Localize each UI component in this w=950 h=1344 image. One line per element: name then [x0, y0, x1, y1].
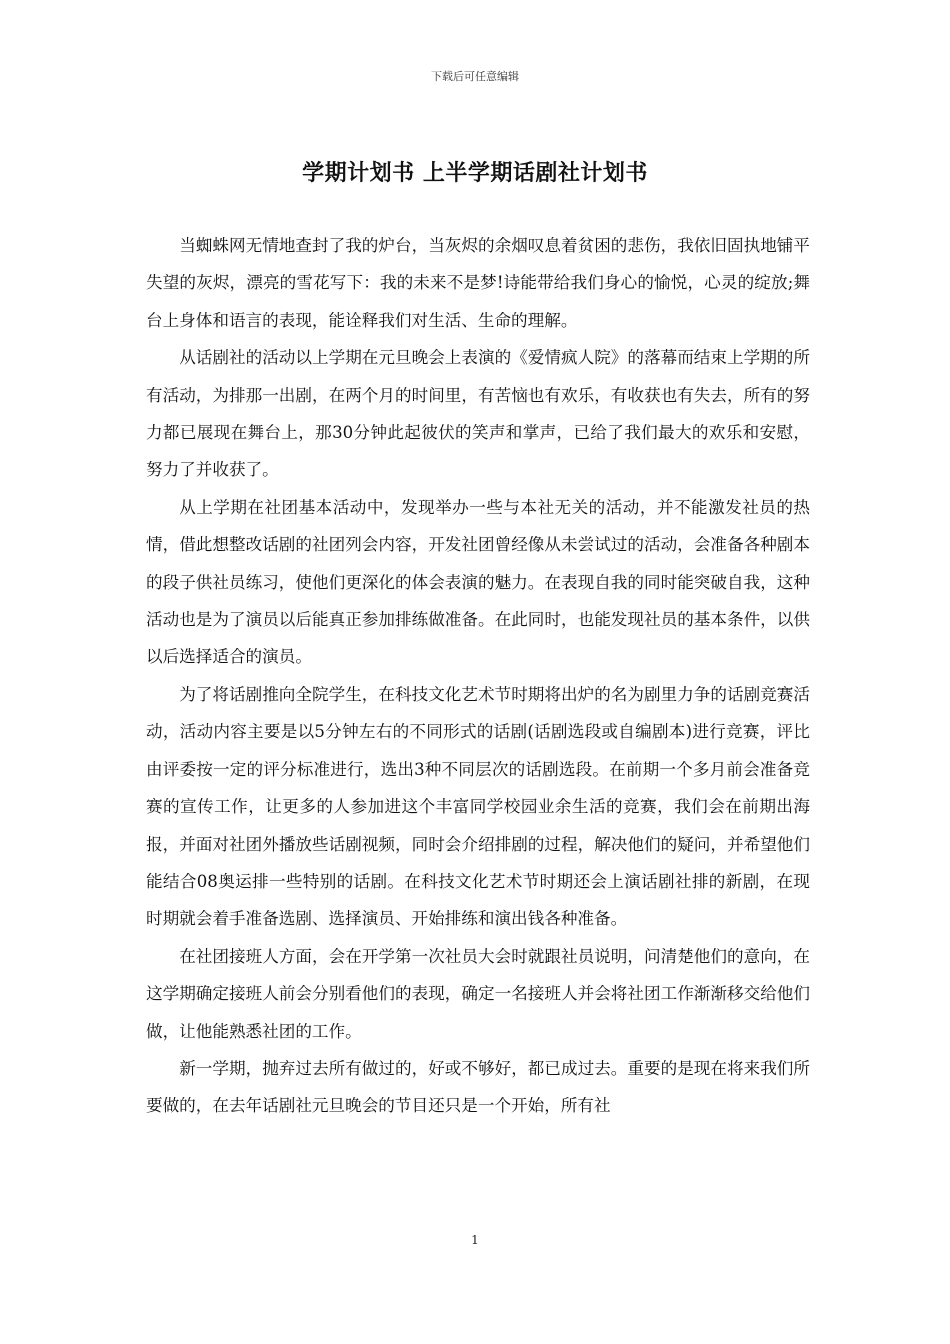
paragraph-1: 当蜘蛛网无情地查封了我的炉台，当灰烬的余烟叹息着贫困的悲伤，我依旧固执地铺平失望的灰烬，漂亮的雪花写下：我的未来不是梦!诗能带给我们身心的愉悦，心灵的绽放;舞台上身体和语言的表现，能诠释我们对生活、生命的理解。 — [146, 236, 810, 330]
page-header: 下载后可任意编辑 — [431, 70, 519, 83]
page-number: 1 — [471, 1233, 479, 1247]
paragraph-2: 从话剧社的活动以上学期在元旦晚会上表演的《爱情疯人院》的落幕而结束上学期的所有活动，为排那一出剧，在两个月的时间里，有苦恼也有欢乐，有收获也有失去，所有的努力都已展现在舞台上，那30分钟此起彼伏的笑声和掌声，已给了我们最大的欢乐和安慰，努力了并收获了。 — [146, 348, 810, 480]
paragraph-5: 在社团接班人方面，会在开学第一次社员大会时就跟社员说明，问清楚他们的意向，在这学期确定接班人前会分别看他们的表现，确定一名接班人并会将社团工作渐渐移交给他们做，让他能熟悉社团的工作。 — [146, 946, 810, 1041]
document-body — [146, 227, 810, 1125]
paragraph-4: 为了将话剧推向全院学生，在科技文化艺术节时期将出炉的名为剧里力争的话剧竞赛活动，活动内容主要是以5分钟左右的不同形式的话剧(话剧选段或自编剧本)进行竞赛，评比由评委按一定的评分标准进行，选出3种不同层次的话剧选段。在前期一个多月前会准备竞赛的宣传工作，让更多的人参加进这个丰富同学校园业余生活的竞赛，我们会在前期出海报，并面对社团外播放些话剧视频，同时会介绍排剧的过程，解决他们的疑问，并希望他们能结合08奥运排一些特别的话剧。在科技文化艺术节时期还会上演话剧社排的新剧，在现时期就会着手准备选剧、选择演员、开始排练和演出钱各种准备。 — [146, 684, 810, 929]
paragraph-3: 从上学期在社团基本活动中，发现举办一些与本社无关的活动，并不能激发社员的热情，借此想整改话剧的社团列会内容，开发社团曾经像从未尝试过的活动，会准备各种剧本的段子供社员练习，使他们更深化的体会表演的魅力。在表现自我的同时能突破自我，这种活动也是为了演员以后能真正参加排练做准备。在此同时，也能发现社员的基本条件，以供以后选择适合的演员。 — [146, 497, 810, 667]
document-title: 学期计划书 上半学期话剧社计划书 — [302, 160, 648, 186]
paragraph-6: 新一学期，抛弃过去所有做过的，好或不够好，都已成过去。重要的是现在将来我们所要做的，在去年话剧社元旦晚会的节目还只是一个开始，所有社 — [146, 1058, 810, 1116]
